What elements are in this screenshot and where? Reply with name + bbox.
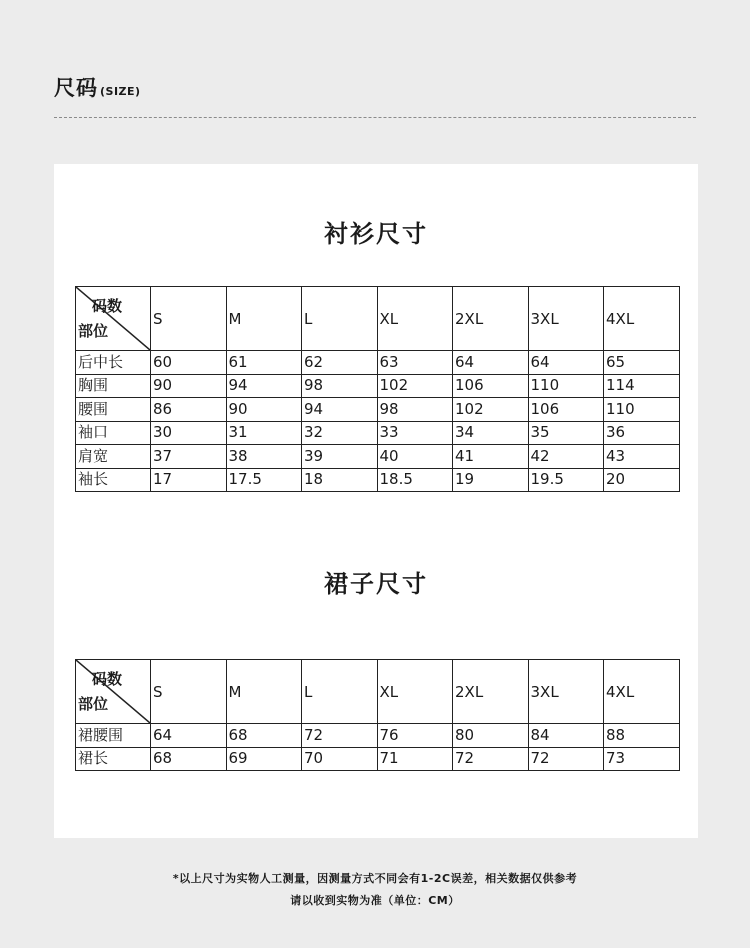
measurement-cell: 106 [528, 398, 604, 422]
size-header-cell: M [226, 660, 302, 724]
measurement-cell: 110 [604, 398, 680, 422]
measurement-cell: 32 [302, 421, 378, 445]
measurement-cell: 33 [377, 421, 453, 445]
dashed-divider [54, 117, 696, 118]
table-row [76, 351, 680, 375]
measurement-cell: 42 [528, 445, 604, 469]
section-header [54, 72, 141, 102]
table-row [76, 445, 680, 469]
measurement-cell: 72 [528, 747, 604, 771]
size-header-cell: 2XL [453, 660, 529, 724]
measurement-cell: 102 [377, 374, 453, 398]
size-header-cell: 3XL [528, 287, 604, 351]
measurement-cell: 34 [453, 421, 529, 445]
measurement-cell: 110 [528, 374, 604, 398]
measurement-cell: 19.5 [528, 468, 604, 492]
measurement-cell: 68 [226, 724, 302, 748]
measurement-cell: 36 [604, 421, 680, 445]
measurement-cell: 88 [604, 724, 680, 748]
measurement-cell: 76 [377, 724, 453, 748]
row-label-cell: 后中长 [76, 351, 151, 375]
row-label-cell: 腰围 [76, 398, 151, 422]
measurement-cell: 18 [302, 468, 378, 492]
size-header-row [76, 287, 680, 351]
table-row [76, 398, 680, 422]
measurement-cell: 73 [604, 747, 680, 771]
shirt-size-table [75, 286, 680, 492]
row-label-cell: 裙腰围 [76, 724, 151, 748]
size-header-cell: L [302, 660, 378, 724]
measurement-cell: 106 [453, 374, 529, 398]
measurement-cell: 63 [377, 351, 453, 375]
row-label-cell: 肩宽 [76, 445, 151, 469]
corner-header-cell [76, 660, 151, 724]
size-chart-card [54, 164, 698, 838]
row-label-cell: 袖口 [76, 421, 151, 445]
measurement-cell: 20 [604, 468, 680, 492]
row-label-cell: 裙长 [76, 747, 151, 771]
measurement-cell: 86 [151, 398, 227, 422]
corner-size-label: 码数 [92, 670, 123, 688]
size-header-cell: S [151, 287, 227, 351]
measurement-cell: 64 [151, 724, 227, 748]
size-header-row [76, 660, 680, 724]
footer-note: *以上尺寸为实物人工测量，因测量方式不同会有1-2C误差，相关数据仅供参考 [172, 872, 578, 885]
measurement-cell: 72 [453, 747, 529, 771]
row-label-cell: 袖长 [76, 468, 151, 492]
measurement-cell: 102 [453, 398, 529, 422]
measurement-cell: 94 [226, 374, 302, 398]
measurement-cell: 17.5 [226, 468, 302, 492]
table-row [76, 421, 680, 445]
measurement-cell: 19 [453, 468, 529, 492]
size-heading-sub: (SIZE) [100, 85, 141, 98]
size-header-cell: 3XL [528, 660, 604, 724]
measurement-cell: 98 [302, 374, 378, 398]
measurement-cell: 35 [528, 421, 604, 445]
measurement-cell: 72 [302, 724, 378, 748]
corner-size-label: 码数 [92, 297, 123, 315]
measurement-cell: 70 [302, 747, 378, 771]
footer-unit-note: 请以收到实物为准（单位：CM） [290, 894, 460, 907]
measurement-cell: 41 [453, 445, 529, 469]
measurement-cell: 18.5 [377, 468, 453, 492]
skirt-size-title: 裙子尺寸 [324, 570, 428, 598]
measurement-cell: 37 [151, 445, 227, 469]
measurement-cell: 90 [151, 374, 227, 398]
measurement-cell: 31 [226, 421, 302, 445]
table-row [76, 747, 680, 771]
size-header-cell: 4XL [604, 287, 680, 351]
size-header-cell: M [226, 287, 302, 351]
size-heading: 尺码 [54, 76, 98, 100]
measurement-cell: 61 [226, 351, 302, 375]
measurement-cell: 94 [302, 398, 378, 422]
table-row [76, 468, 680, 492]
skirt-size-table [75, 659, 680, 771]
measurement-cell: 40 [377, 445, 453, 469]
size-header-cell: 4XL [604, 660, 680, 724]
measurement-cell: 17 [151, 468, 227, 492]
measurement-cell: 98 [377, 398, 453, 422]
measurement-cell: 90 [226, 398, 302, 422]
table-row [76, 374, 680, 398]
measurement-cell: 60 [151, 351, 227, 375]
table-row [76, 724, 680, 748]
measurement-cell: 64 [453, 351, 529, 375]
measurement-cell: 38 [226, 445, 302, 469]
size-header-cell: L [302, 287, 378, 351]
measurement-cell: 65 [604, 351, 680, 375]
measurement-cell: 30 [151, 421, 227, 445]
corner-header-cell [76, 287, 151, 351]
measurement-cell: 80 [453, 724, 529, 748]
measurement-cell: 62 [302, 351, 378, 375]
size-header-cell: 2XL [453, 287, 529, 351]
measurement-cell: 43 [604, 445, 680, 469]
corner-part-label: 部位 [78, 322, 109, 340]
measurement-cell: 64 [528, 351, 604, 375]
size-header-cell: S [151, 660, 227, 724]
measurement-cell: 84 [528, 724, 604, 748]
measurement-cell: 39 [302, 445, 378, 469]
corner-part-label: 部位 [78, 695, 109, 713]
size-header-cell: XL [377, 287, 453, 351]
shirt-size-title: 衬衫尺寸 [324, 220, 428, 248]
measurement-cell: 114 [604, 374, 680, 398]
measurement-cell: 69 [226, 747, 302, 771]
measurement-cell: 71 [377, 747, 453, 771]
measurement-cell: 68 [151, 747, 227, 771]
size-header-cell: XL [377, 660, 453, 724]
row-label-cell: 胸围 [76, 374, 151, 398]
